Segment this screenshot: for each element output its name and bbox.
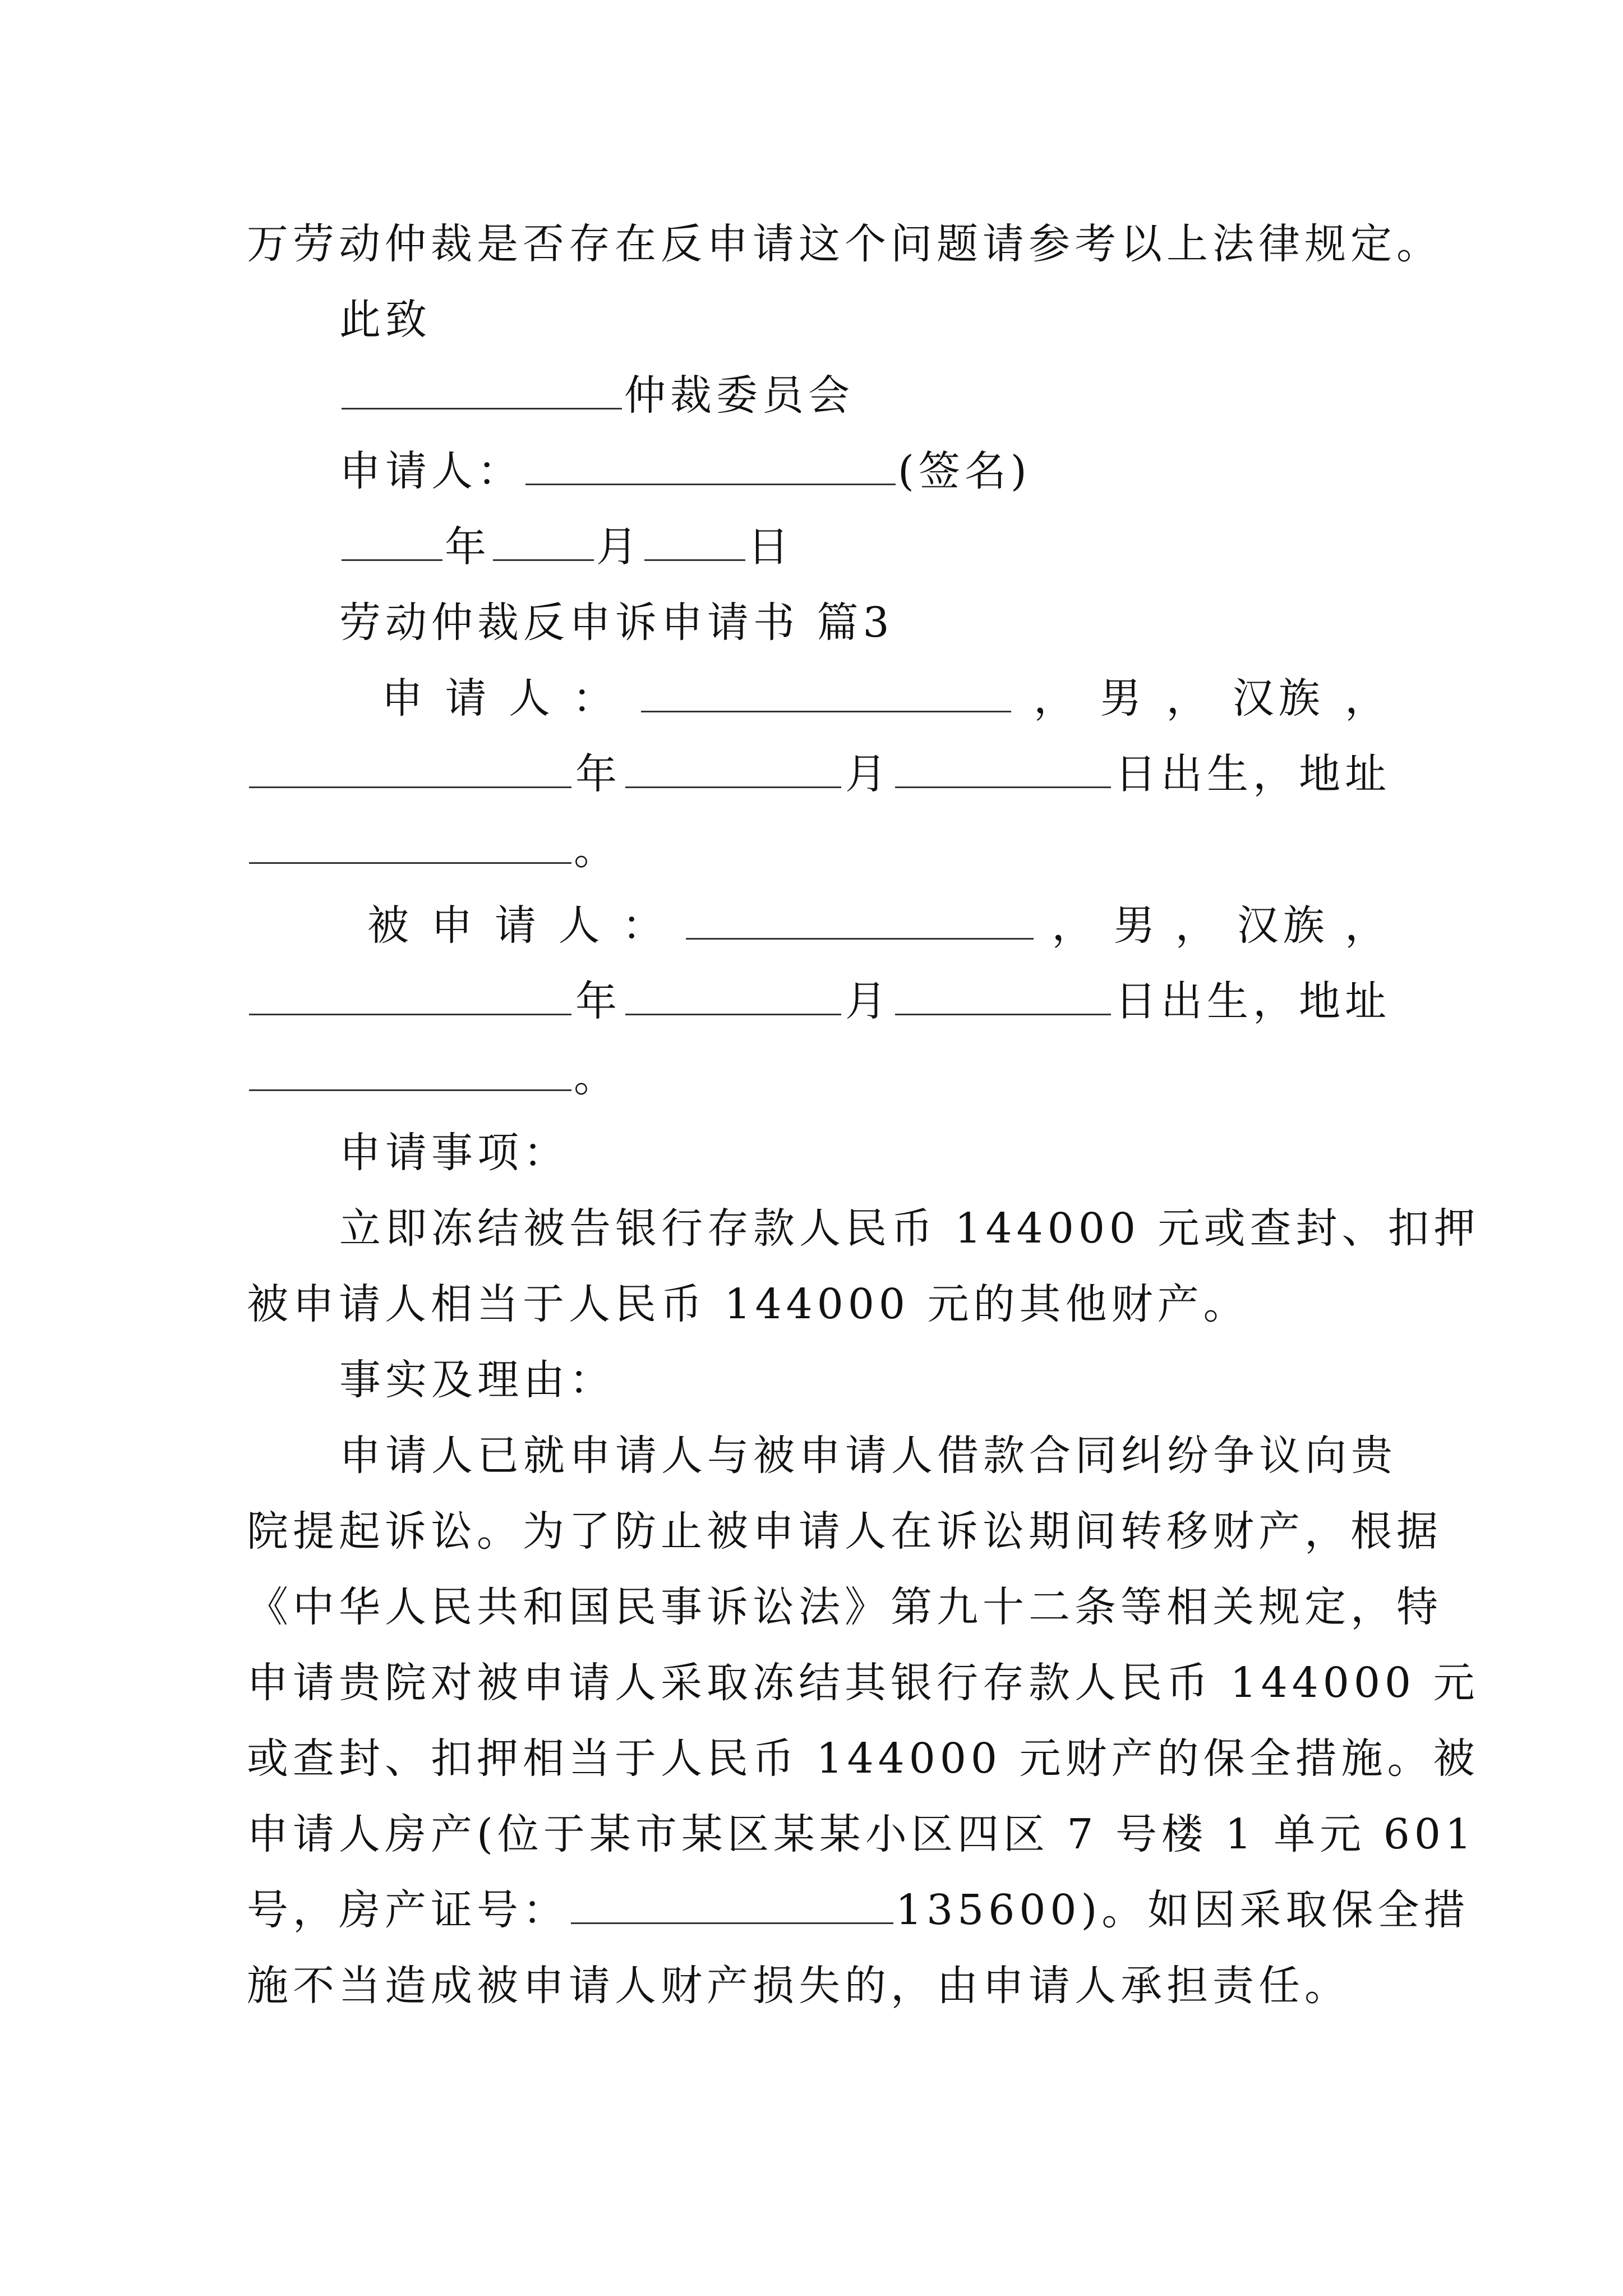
facts-body-line: 申请人已就申请人与被申请人借款合同纠纷争议向贵 [339,1432,1397,1480]
blank-field [641,674,1011,712]
blank-field [686,901,1034,940]
blank-field [249,749,571,788]
respondent-line: 被 申 请 人 ： ， 男 ， 汉族 ， [367,901,1391,950]
applicant-line: 申 请 人 ： ， 男 ， 汉族 ， [381,674,1391,723]
facts-heading: 事实及理由： [339,1356,615,1404]
blank-field [493,522,594,561]
requests-heading: 申请事项： [339,1129,569,1177]
blank-field [895,977,1111,1015]
respondent-address-line: 。 [247,1049,1391,1105]
blank-field [342,371,622,409]
facts-body-line: 《中华人民共和国民事诉讼法》第九十二条等相关规定，特 [247,1583,1442,1631]
blank-field [342,522,442,561]
blank-field [249,977,571,1015]
blank-field [249,1052,571,1091]
date-line: 年 月 日 [339,519,1483,575]
blank-field [625,977,841,1015]
facts-body-line: 施不当造成被申请人财产损失的，由申请人承担责任。 [247,1962,1350,2010]
blank-field [895,749,1111,788]
facts-body-line: 院提起诉讼。为了防止被申请人在诉讼期间转移财产，根据 [247,1507,1442,1556]
respondent-birth-line: 年 月 日出生，地址 [247,973,1391,1029]
salutation: 此致 [339,296,431,344]
blank-field [249,825,571,864]
section-title: 劳动仲裁反申诉申请书 篇3 [339,599,894,647]
recipient-line: 仲裁委员会 [339,367,1483,424]
applicant-address-line: 。 [247,822,1391,878]
facts-body-line: 申请人房产(位于某市某区某某小区四区 7 号楼 1 单元 601 [247,1810,1476,1858]
facts-body-line: 或查封、扣押相当于人民币 144000 元财产的保全措施。被 [247,1734,1479,1783]
blank-field [644,522,745,561]
facts-body-line: 号，房产证号： 135600)。如因采取保全措 [247,1886,1470,1934]
blank-field [571,1885,893,1924]
blank-field [525,447,896,485]
applicant-birth-line: 年 月 日出生，地址 [247,746,1391,802]
blank-field [625,749,841,788]
facts-body-line: 申请贵院对被申请人采取冻结其银行存款人民币 144000 元 [247,1659,1479,1707]
paragraph-line: 万劳动仲裁是否存在反申请这个问题请参考以上法律规定。 [247,220,1442,268]
signature-line: 申请人： (签名) [339,447,1031,495]
requests-body-line: 被申请人相当于人民币 144000 元的其他财产。 [247,1280,1249,1328]
requests-body-line: 立即冻结被告银行存款人民币 144000 元或查封、扣押 [339,1204,1480,1253]
